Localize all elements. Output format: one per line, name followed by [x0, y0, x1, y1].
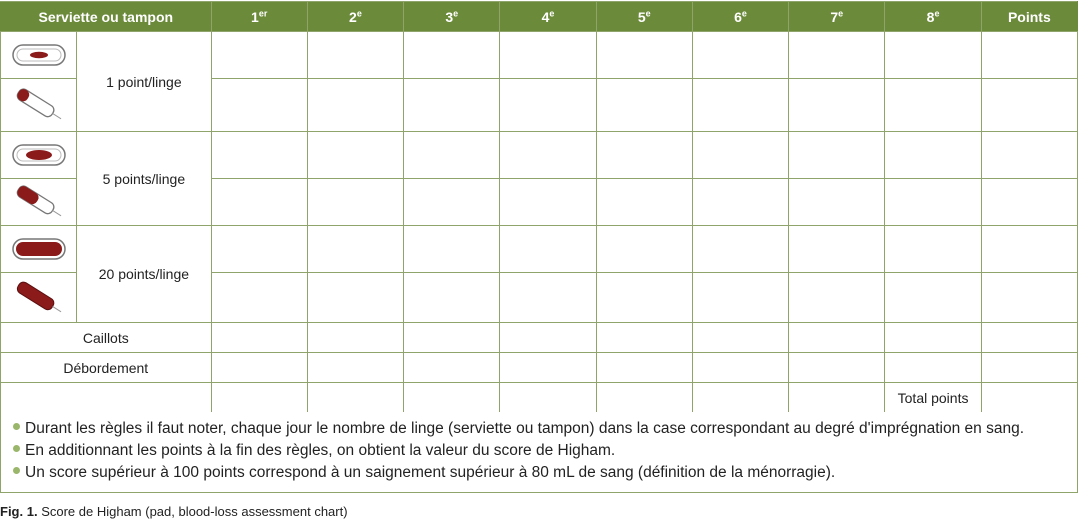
level-row-pad [1, 132, 1078, 179]
tampon-light-stain-icon [1, 79, 77, 132]
score-cell[interactable] [596, 79, 692, 132]
score-cell[interactable] [885, 32, 981, 79]
level-label: 20 points/linge [77, 226, 211, 323]
blank-cell [211, 383, 307, 413]
tampon-medium-stain-icon [1, 179, 77, 226]
score-cell[interactable] [885, 79, 981, 132]
total-points-cell[interactable] [981, 383, 1077, 413]
score-cell[interactable] [789, 273, 885, 323]
score-cell[interactable] [404, 323, 500, 353]
overflow-row [1, 353, 1078, 383]
header-day: 1er [211, 2, 307, 32]
score-cell[interactable] [885, 226, 981, 273]
score-cell[interactable] [789, 323, 885, 353]
score-cell[interactable] [500, 353, 596, 383]
score-cell[interactable] [211, 323, 307, 353]
header-row [1, 2, 1078, 32]
score-cell[interactable] [885, 353, 981, 383]
score-cell[interactable] [596, 323, 692, 353]
header-day: 2e [307, 2, 403, 32]
points-cell[interactable] [981, 323, 1077, 353]
score-cell[interactable] [692, 226, 788, 273]
header-day: 5e [596, 2, 692, 32]
score-cell[interactable] [307, 323, 403, 353]
score-cell[interactable] [692, 323, 788, 353]
score-cell[interactable] [307, 353, 403, 383]
caption-lead: Fig. 1. [0, 504, 38, 519]
header-day: 3e [404, 2, 500, 32]
score-cell[interactable] [500, 226, 596, 273]
instructions-box [0, 412, 1078, 493]
blank-cell [404, 383, 500, 413]
blank-cell [789, 383, 885, 413]
score-cell[interactable] [211, 353, 307, 383]
score-cell[interactable] [211, 132, 307, 179]
blank-cell [596, 383, 692, 413]
score-cell[interactable] [692, 179, 788, 226]
score-cell[interactable] [211, 179, 307, 226]
score-cell[interactable] [789, 32, 885, 79]
score-cell[interactable] [211, 226, 307, 273]
points-cell[interactable] [981, 353, 1077, 383]
pad-heavy-stain-icon [1, 226, 77, 273]
score-cell[interactable] [404, 79, 500, 132]
score-cell[interactable] [596, 353, 692, 383]
level-label: 5 points/linge [77, 132, 211, 226]
overflow-label: Débordement [1, 353, 212, 383]
pad-medium-stain-icon [1, 132, 77, 179]
score-cell[interactable] [885, 273, 981, 323]
score-cell[interactable] [211, 273, 307, 323]
score-cell[interactable] [789, 132, 885, 179]
blank-cell [500, 383, 596, 413]
score-cell[interactable] [789, 179, 885, 226]
score-cell[interactable] [692, 132, 788, 179]
total-row [1, 383, 1078, 413]
score-cell[interactable] [211, 79, 307, 132]
bullet-icon [13, 445, 20, 452]
score-cell[interactable] [307, 132, 403, 179]
score-cell[interactable] [885, 132, 981, 179]
score-cell[interactable] [307, 273, 403, 323]
level-label: 1 point/linge [77, 32, 211, 132]
header-points: Points [981, 2, 1077, 32]
score-cell[interactable] [596, 273, 692, 323]
level-row-pad [1, 226, 1078, 273]
score-cell[interactable] [211, 32, 307, 79]
score-cell[interactable] [404, 226, 500, 273]
blank-cell [307, 383, 403, 413]
score-cell[interactable] [596, 226, 692, 273]
header-day: 4e [500, 2, 596, 32]
score-cell[interactable] [404, 32, 500, 79]
score-cell[interactable] [885, 323, 981, 353]
score-cell[interactable] [789, 226, 885, 273]
score-cell[interactable] [307, 226, 403, 273]
score-cell[interactable] [404, 273, 500, 323]
score-cell[interactable] [596, 32, 692, 79]
score-cell[interactable] [596, 132, 692, 179]
clots-row [1, 323, 1078, 353]
header-day: 7e [789, 2, 885, 32]
instruction-item [13, 464, 835, 482]
score-cell[interactable] [307, 79, 403, 132]
score-cell[interactable] [500, 132, 596, 179]
blank-cell [692, 383, 788, 413]
score-cell[interactable] [692, 79, 788, 132]
points-cell[interactable] [981, 79, 1077, 132]
score-cell[interactable] [692, 273, 788, 323]
points-cell[interactable] [981, 32, 1077, 79]
pad-light-stain-icon [1, 32, 77, 79]
instruction-item [13, 442, 615, 460]
points-cell[interactable] [981, 226, 1077, 273]
score-cell[interactable] [404, 132, 500, 179]
score-cell[interactable] [500, 273, 596, 323]
score-cell[interactable] [596, 179, 692, 226]
header-product: Serviette ou tampon [1, 2, 212, 32]
higham-score-table [0, 1, 1078, 413]
score-cell[interactable] [500, 179, 596, 226]
points-cell[interactable] [981, 132, 1077, 179]
instruction-item [13, 420, 1024, 438]
points-cell[interactable] [981, 179, 1077, 226]
caption-text: Score de Higham (pad, blood-loss assessment chart) [41, 504, 348, 519]
instruction-text: Durant les règles il faut noter, chaque jour le nombre de linge (serviette ou tampon) dans la case correspondant au degré d'imprégnation en sang. [25, 420, 1025, 437]
score-cell[interactable] [885, 179, 981, 226]
score-cell[interactable] [692, 32, 788, 79]
score-cell[interactable] [500, 79, 596, 132]
instruction-text: En additionnant les points à la fin des règles, on obtient la valeur du score de Higham. [25, 442, 616, 459]
total-spacer [1, 383, 212, 413]
score-cell[interactable] [789, 79, 885, 132]
score-cell[interactable] [500, 323, 596, 353]
bullet-icon [13, 467, 20, 474]
score-cell[interactable] [404, 353, 500, 383]
bullet-icon [13, 423, 20, 430]
points-cell[interactable] [981, 273, 1077, 323]
clots-label: Caillots [1, 323, 212, 353]
header-day: 6e [692, 2, 788, 32]
tampon-heavy-stain-icon [1, 273, 77, 323]
score-cell[interactable] [789, 353, 885, 383]
total-points-label: Total points [885, 383, 981, 413]
score-cell[interactable] [500, 32, 596, 79]
score-cell[interactable] [692, 353, 788, 383]
header-day: 8e [885, 2, 981, 32]
score-cell[interactable] [307, 179, 403, 226]
instruction-text: Un score supérieur à 100 points correspond à un saignement supérieur à 80 mL de sang (définition de la ménorragie). [25, 464, 836, 481]
figure-caption [0, 504, 348, 519]
score-cell[interactable] [404, 179, 500, 226]
score-cell[interactable] [307, 32, 403, 79]
level-row-pad [1, 32, 1078, 79]
